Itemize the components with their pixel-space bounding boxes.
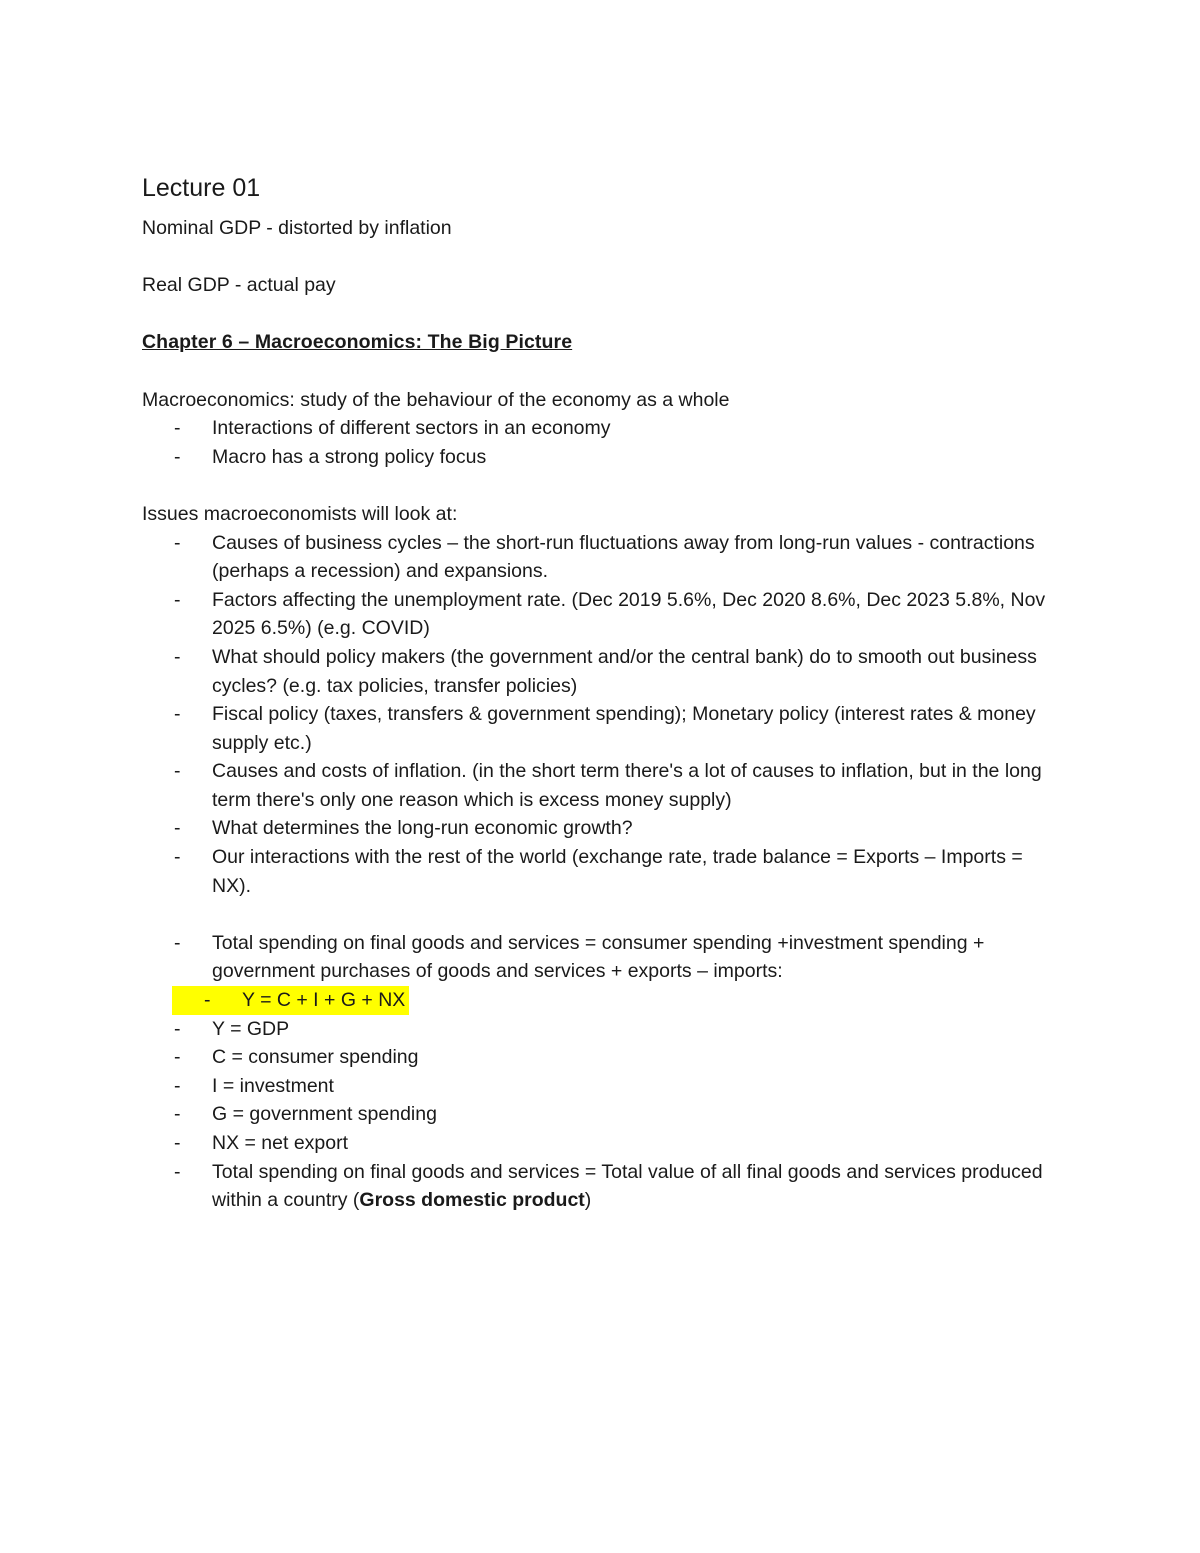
list-item: - Total spending on final goods and services = consumer spending +investment spending + government purchases of goods and services + exports – imports: [142,929,1062,986]
list-item: - C = consumer spending [142,1043,1062,1072]
dash-bullet: - [174,588,181,611]
list-item: - Fiscal policy (taxes, transfers & government spending); Monetary policy (interest rates & money supply etc.) [142,700,1062,757]
macro-points-list [142,414,1062,471]
highlighted-equation: - Y = C + I + G + NX [172,986,409,1015]
dash-bullet: - [174,531,181,554]
dash-bullet: - [174,1103,181,1126]
dash-bullet: - [174,645,181,668]
list-item: - What should policy makers (the government and/or the central bank) do to smooth out business cycles? (e.g. tax policies, transfer policies) [142,643,1062,700]
dash-bullet: - [174,1046,181,1069]
dash-bullet: - [174,703,181,726]
dash-bullet: - [174,931,181,954]
lecture-title: Lecture 01 [142,174,261,202]
list-item: - Factors affecting the unemployment rate. (Dec 2019 5.6%, Dec 2020 8.6%, Dec 2023 5.8%, Nov 2025 6.5%) (e.g. COVID) [142,586,1062,643]
list-item: - Total spending on final goods and services = Total value of all final goods and services produced within a country (Gross domestic product) [142,1158,1062,1215]
nominal-gdp-line: Nominal GDP - distorted by inflation [142,217,452,239]
issues-points-list [142,529,1062,901]
gdp-bold-term: Gross domestic product [359,1189,585,1212]
dash-bullet: - [174,1074,181,1097]
dash-bullet: - [204,989,211,1012]
list-item: - What determines the long-run economic growth? [142,814,1062,843]
list-item: - Causes of business cycles – the short-run fluctuations away from long-run values - contractions (perhaps a recession) and expansions. [142,529,1062,586]
macro-intro: Macroeconomics: study of the behaviour of the economy as a whole [142,388,730,411]
final-point-text: Total spending on final goods and services = Total value of all final goods and services produced within a country ( [212,1160,1043,1212]
dash-bullet: - [174,817,181,840]
list-item: - G = government spending [142,1100,1062,1129]
spending-points-list [142,929,1062,1215]
issues-intro: Issues macroeconomists will look at: [142,502,458,525]
dash-bullet: - [174,1132,181,1154]
document-content [142,170,1062,1215]
list-item: - I = investment [142,1072,1062,1101]
list-item: - Causes and costs of inflation. (in the short term there's a lot of causes to inflation, but in the long term there's only one reason which is excess money supply) [142,757,1062,814]
list-item: - Y = GDP [142,1015,1062,1044]
list-item: - NX = net export [142,1129,1062,1158]
dash-bullet: - [174,760,181,783]
dash-bullet: - [174,1160,181,1183]
dash-bullet: - [174,846,181,869]
chapter-heading: Chapter 6 – Macroeconomics: The Big Picture [142,331,573,354]
list-item: - Our interactions with the rest of the world (exchange rate, trade balance = Exports – Imports = NX). [142,843,1062,900]
list-item: - Macro has a strong policy focus [142,443,1062,472]
dash-bullet: - [174,1017,181,1040]
real-gdp-line: Real GDP - actual pay [142,274,336,297]
dash-bullet: - [174,445,181,468]
dash-bullet: - [174,417,181,440]
list-item: - Interactions of different sectors in an economy [142,414,1062,443]
